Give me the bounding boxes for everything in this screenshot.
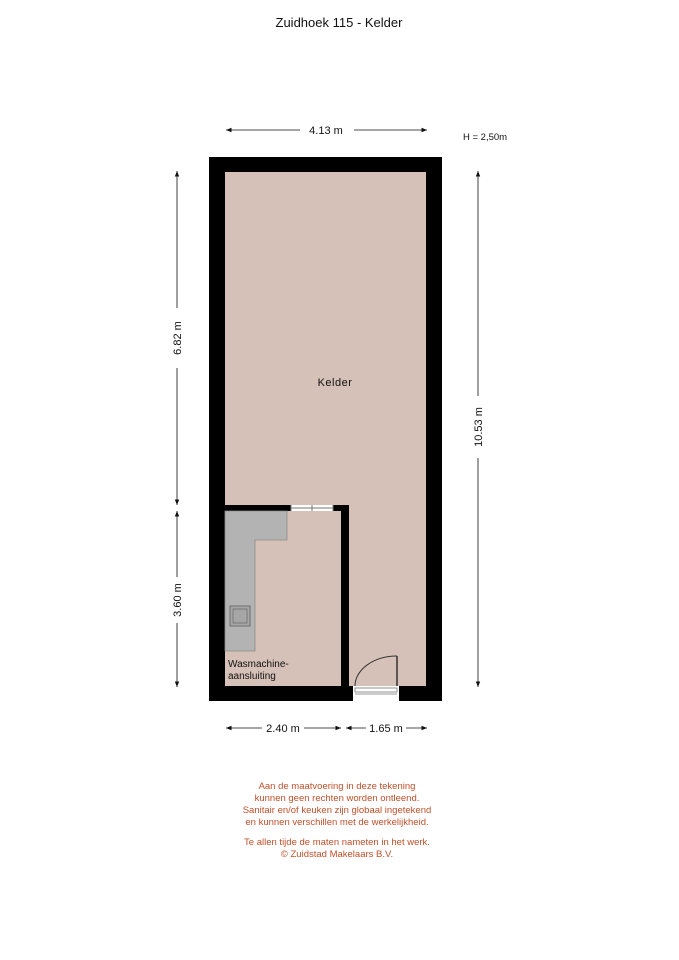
room-label-kelder: Kelder [317,377,353,389]
room-label-washer-line1: Wasmachine- [228,659,289,670]
disclaimer-line-6: © Zuidstad Makelaars B.V. [280,849,394,860]
dimension-left-lower [172,511,184,687]
dimension-bottom-right-label: 1.65 m [369,723,403,735]
dimension-bottom-right [346,723,427,735]
ceiling-height-label: H = 2,50m [463,132,508,143]
partition-wall-vertical [341,505,349,701]
room-label-washer-line2: aansluiting [228,671,276,682]
disclaimer [243,781,432,860]
dimension-left-lower-label: 3.60 m [172,583,184,617]
disclaimer-line-2: kunnen geen rechten worden ontleend. [254,793,420,804]
dimension-bottom-left-label: 2.40 m [266,723,300,735]
dimension-right-total-label: 10.53 m [473,407,485,447]
plan-title: Zuidhoek 115 - Kelder [275,15,403,30]
dimension-bottom-left [226,723,341,735]
dimension-right-total [473,171,485,687]
disclaimer-line-4: en kunnen verschillen met de werkelijkheid. [245,817,429,828]
sink-icon [230,606,250,626]
dimension-top-width [226,125,427,137]
dimension-left-upper-label: 6.82 m [172,321,184,355]
disclaimer-line-1: Aan de maatvoering in deze tekening [258,781,416,792]
dimension-top-width-label: 4.13 m [309,125,343,137]
disclaimer-line-5: Te allen tijde de maten nameten in het werk. [244,837,430,848]
dimension-left-upper [172,171,184,505]
sliding-door [291,505,333,511]
disclaimer-line-3: Sanitair en/of keuken zijn globaal ingetekend [242,805,432,816]
